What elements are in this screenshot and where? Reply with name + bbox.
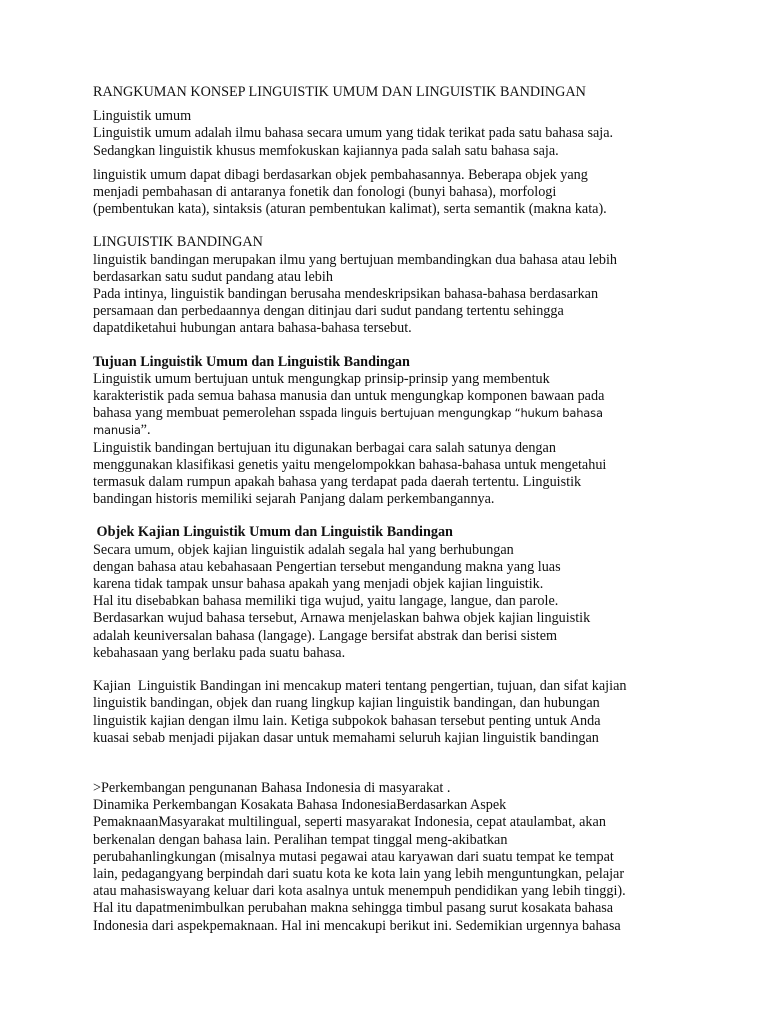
section-heading: LINGUISTIK BANDINGAN: [93, 234, 263, 251]
paragraph-line: Hal itu dapatmenimbulkan perubahan makna sehingga timbul pasang surut kosakata bahasa: [93, 900, 614, 917]
paragraph-line: Dinamika Perkembangan Kosakata Bahasa IndonesiaBerdasarkan Aspek: [93, 797, 507, 814]
paragraph-line: berdasarkan satu sudut pandang atau lebih: [93, 268, 333, 285]
section-linguistik-bandingan: [93, 234, 693, 337]
paragraph-line: perubahanlingkungan (misalnya mutasi pegawai atau karyawan dari suatu tempat ke tempat: [93, 848, 614, 865]
paragraph-line: adalah keuniversalan bahasa (langage). Langage bersifat abstrak dan berisi sistem: [93, 627, 558, 644]
paragraph-line: atau mahasiswayang keluar dari kota asalnya untuk menempuh pendidikan yang lebih tinggi).: [93, 883, 626, 900]
paragraph-line: linguistik bandingan, objek dan ruang lingkup kajian linguistik bandingan, dan hubungan: [93, 695, 600, 712]
paragraph-line: Pada intinya, linguistik bandingan berusaha mendeskripsikan bahasa-bahasa berdasarkan: [93, 286, 599, 303]
document-title: RANGKUMAN KONSEP LINGUISTIK UMUM DAN LINGUISTIK BANDINGAN: [93, 84, 586, 100]
paragraph-line: menjadi pembahasan di antaranya fonetik dan fonologi (bunyi bahasa), morfologi: [93, 184, 557, 201]
paragraph-line: menggunakan klasifikasi genetis yaitu mengelompokkan bahasa-bahasa untuk mengetahui: [93, 456, 607, 473]
document-page: [93, 84, 693, 935]
paragraph-line: berkenalan dengan bahasa lain. Peralihan tempat tinggal meng-akibatkan: [93, 831, 508, 848]
paragraph-line: Linguistik bandingan bertujuan itu digunakan berbagai cara salah satunya dengan: [93, 439, 556, 456]
paragraph-line: kebahasaan yang berlaku pada suatu bahasa.: [93, 644, 346, 661]
paragraph-line: bandingan historis memiliki sejarah Panjang dalam perkembangannya.: [93, 491, 495, 508]
section-kajian-bandingan: [93, 678, 693, 747]
paragraph-line: persamaan dan perbedaannya dengan ditinjau dari sudut pandang tertentu sehingga: [93, 303, 564, 320]
paragraph-line: linguistik kajian dengan ilmu lain. Ketiga subpokok bahasan tersebut penting untuk Anda: [93, 712, 601, 729]
paragraph-line: linguistik umum dapat dibagi berdasarkan objek pembahasannya. Beberapa objek yang: [93, 166, 588, 183]
paragraph-line: karena tidak tampak unsur bahasa apakah yang menjadi objek kajian linguistik.: [93, 576, 544, 593]
paragraph-line: Berdasarkan wujud bahasa tersebut, Arnawa menjelaskan bahwa objek kajian linguistik: [93, 610, 591, 627]
paragraph-line: Secara umum, objek kajian linguistik adalah segala hal yang berhubungan: [93, 541, 514, 558]
text-normal: bahasa yang membuat pemerolehan sspada: [93, 405, 341, 422]
paragraph-line: Linguistik umum bertujuan untuk mengungkap prinsip-prinsip yang membentuk: [93, 370, 550, 387]
paragraph-line: lain, pedagangyang berpindah dari suatu kota ke kota lain yang lebih menguntungkan, pelajar: [93, 865, 625, 882]
paragraph-line: Hal itu disebabkan bahasa memiliki tiga wujud, yaitu langage, langue, dan parole.: [93, 593, 559, 610]
paragraph-line: Sedangkan linguistik khusus memfokuskan kajiannya pada salah satu bahasa saja.: [93, 142, 559, 159]
paragraph-line: PemaknaanMasyarakat multilingual, seperti masyarakat Indonesia, cepat ataulambat, akan: [93, 814, 606, 831]
paragraph-line: Indonesia dari aspekpemaknaan. Hal ini mencakupi berikut ini. Sedemikian urgennya bahasa: [93, 917, 621, 934]
paragraph-line: Linguistik umum adalah ilmu bahasa secara umum yang tidak terikat pada satu bahasa saja.: [93, 125, 614, 142]
paragraph-line: termasuk dalam rumpun apakah bahasa yang terdapat pada daerah tertentu. Linguistik: [93, 474, 582, 491]
text-cursive: manusia: [93, 423, 141, 438]
section-objek-kajian: [93, 524, 693, 662]
section-tujuan: [93, 354, 693, 509]
section-heading: Objek Kajian Linguistik Umum dan Linguistik Bandingan: [93, 524, 453, 541]
paragraph-line-mixed: [93, 405, 693, 422]
paragraph-line: Kajian Linguistik Bandingan ini mencakup materi tentang pengertian, tujuan, dan sifat kajian: [93, 678, 627, 695]
section-heading: Linguistik umum: [93, 108, 192, 125]
paragraph-line: (pembentukan kata), sintaksis (aturan pembentukan kalimat), serta semantik (makna kata).: [93, 201, 607, 218]
paragraph-line: kuasai sebab menjadi pijakan dasar untuk memahami seluruh kajian linguistik bandingan: [93, 729, 599, 746]
section-heading: Tujuan Linguistik Umum dan Linguistik Bandingan: [93, 353, 410, 370]
text-normal: ”.: [140, 422, 151, 439]
section-perkembangan: [93, 780, 693, 935]
paragraph-line: linguistik bandingan merupakan ilmu yang bertujuan membandingkan dua bahasa atau lebih: [93, 251, 618, 268]
paragraph-line: dapatdiketahui hubungan antara bahasa-bahasa tersebut.: [93, 320, 412, 337]
text-cursive: linguis bertujuan mengungkap “hukum bahasa: [340, 406, 603, 421]
paragraph-line: dengan bahasa atau kebahasaan Pengertian tersebut mengandung makna yang luas: [93, 558, 561, 575]
section-linguistik-umum: [93, 108, 693, 218]
paragraph-line: karakteristik pada semua bahasa manusia dan untuk mengungkap komponen bawaan pada: [93, 388, 605, 405]
paragraph-line: >Perkembangan pengunanan Bahasa Indonesia di masyarakat .: [93, 779, 451, 796]
paragraph-line-mixed: [93, 422, 693, 439]
